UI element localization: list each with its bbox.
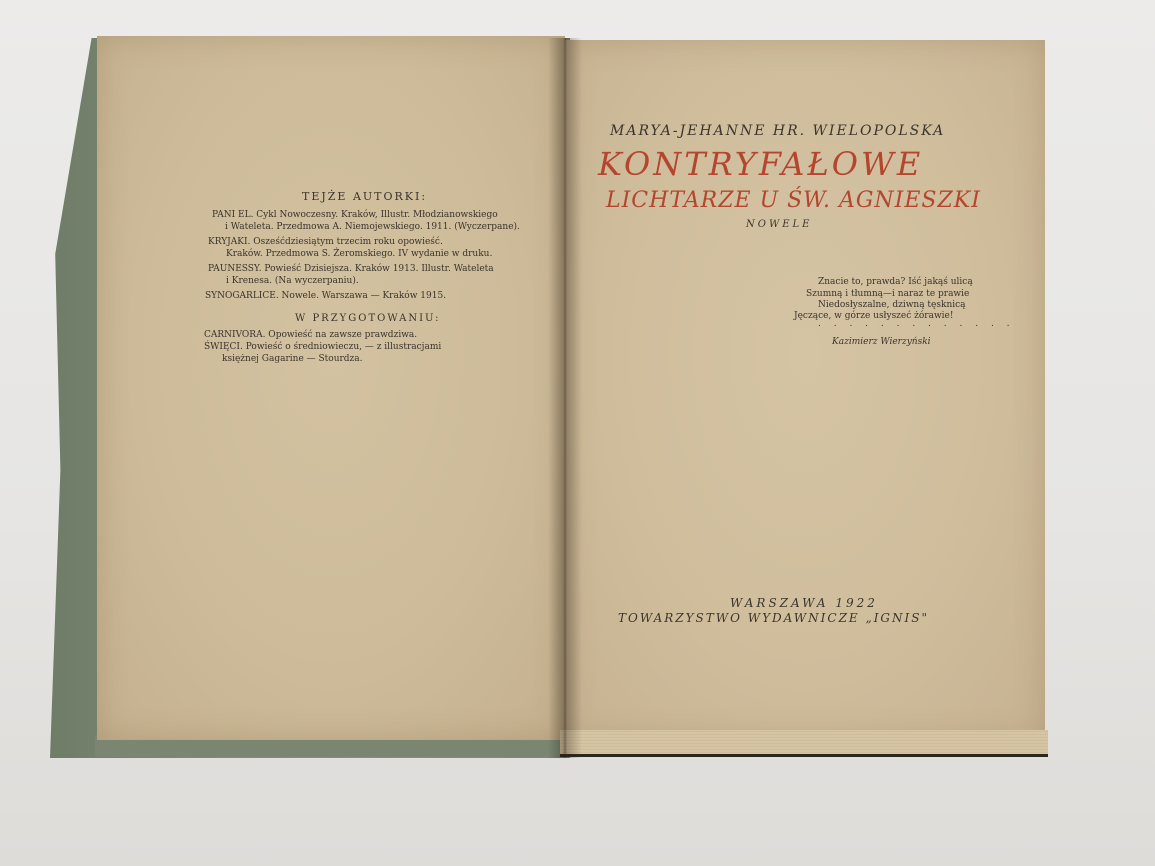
work-line: i Wateleta. Przedmowa A. Niemojewskiego. 1911. (Wyczerpane).: [225, 222, 520, 232]
book-title-line-2: LICHTARZE U ŚW. AGNIESZKI: [606, 188, 981, 213]
book-spine-gutter: [548, 38, 582, 758]
page-edges: [560, 730, 1048, 757]
epigraph-line: Znacie to, prawda? Iść jakąś ulicą: [818, 277, 973, 287]
imprint-city-year: WARSZAWA 1922: [730, 596, 878, 610]
by-author-heading: TEJŻE AUTORKI:: [302, 190, 428, 203]
work-line: SYNOGARLICE. Nowele. Warszawa — Kraków 1915.: [205, 291, 447, 301]
epigraph-dots: . . . . . . . . . . . . .: [818, 319, 1015, 329]
epigraph-line: Szumną i tłumną—i naraz te prawie: [806, 289, 970, 299]
work-line: PAUNESSY. Powieść Dzisiejsza. Kraków 1913. Illustr. Wateleta: [208, 264, 494, 274]
work-line: PANI EL. Cykl Nowoczesny. Kraków, Illustr. Młodzianowskiego: [212, 210, 498, 220]
prep-line: księżnej Gagarine — Stourdza.: [222, 354, 363, 364]
prep-line: CARNIVORA. Opowieść na zawsze prawdziwa.: [204, 330, 418, 340]
epigraph-line: Jęczące, w górze usłyszeć żórawie!: [794, 311, 954, 321]
genre-label: NOWELE: [746, 219, 813, 230]
prep-line: ŚWIĘCI. Powieść o średniowieczu, — z illustracjami: [204, 342, 442, 352]
work-line: Kraków. Przedmowa S. Żeromskiego. IV wydanie w druku.: [226, 249, 493, 259]
work-line: KRYJAKI. Osześćdziesiątym trzecim roku opowieść.: [208, 237, 443, 247]
work-line: i Krenesa. (Na wyczerpaniu).: [226, 276, 359, 286]
author-name: MARYA-JEHANNE HR. WIELOPOLSKA: [610, 123, 946, 139]
left-page: [97, 36, 565, 740]
epigraph-author: Kazimierz Wierzyński: [832, 337, 931, 347]
in-preparation-heading: W PRZYGOTOWANIU:: [295, 313, 441, 324]
book-title-line-1: KONTRYFAŁOWE: [598, 145, 924, 183]
imprint-publisher: TOWARZYSTWO WYDAWNICZE „IGNIS": [618, 611, 929, 625]
epigraph-line: Niedosłyszalne, dziwną tęsknicą: [818, 300, 966, 310]
